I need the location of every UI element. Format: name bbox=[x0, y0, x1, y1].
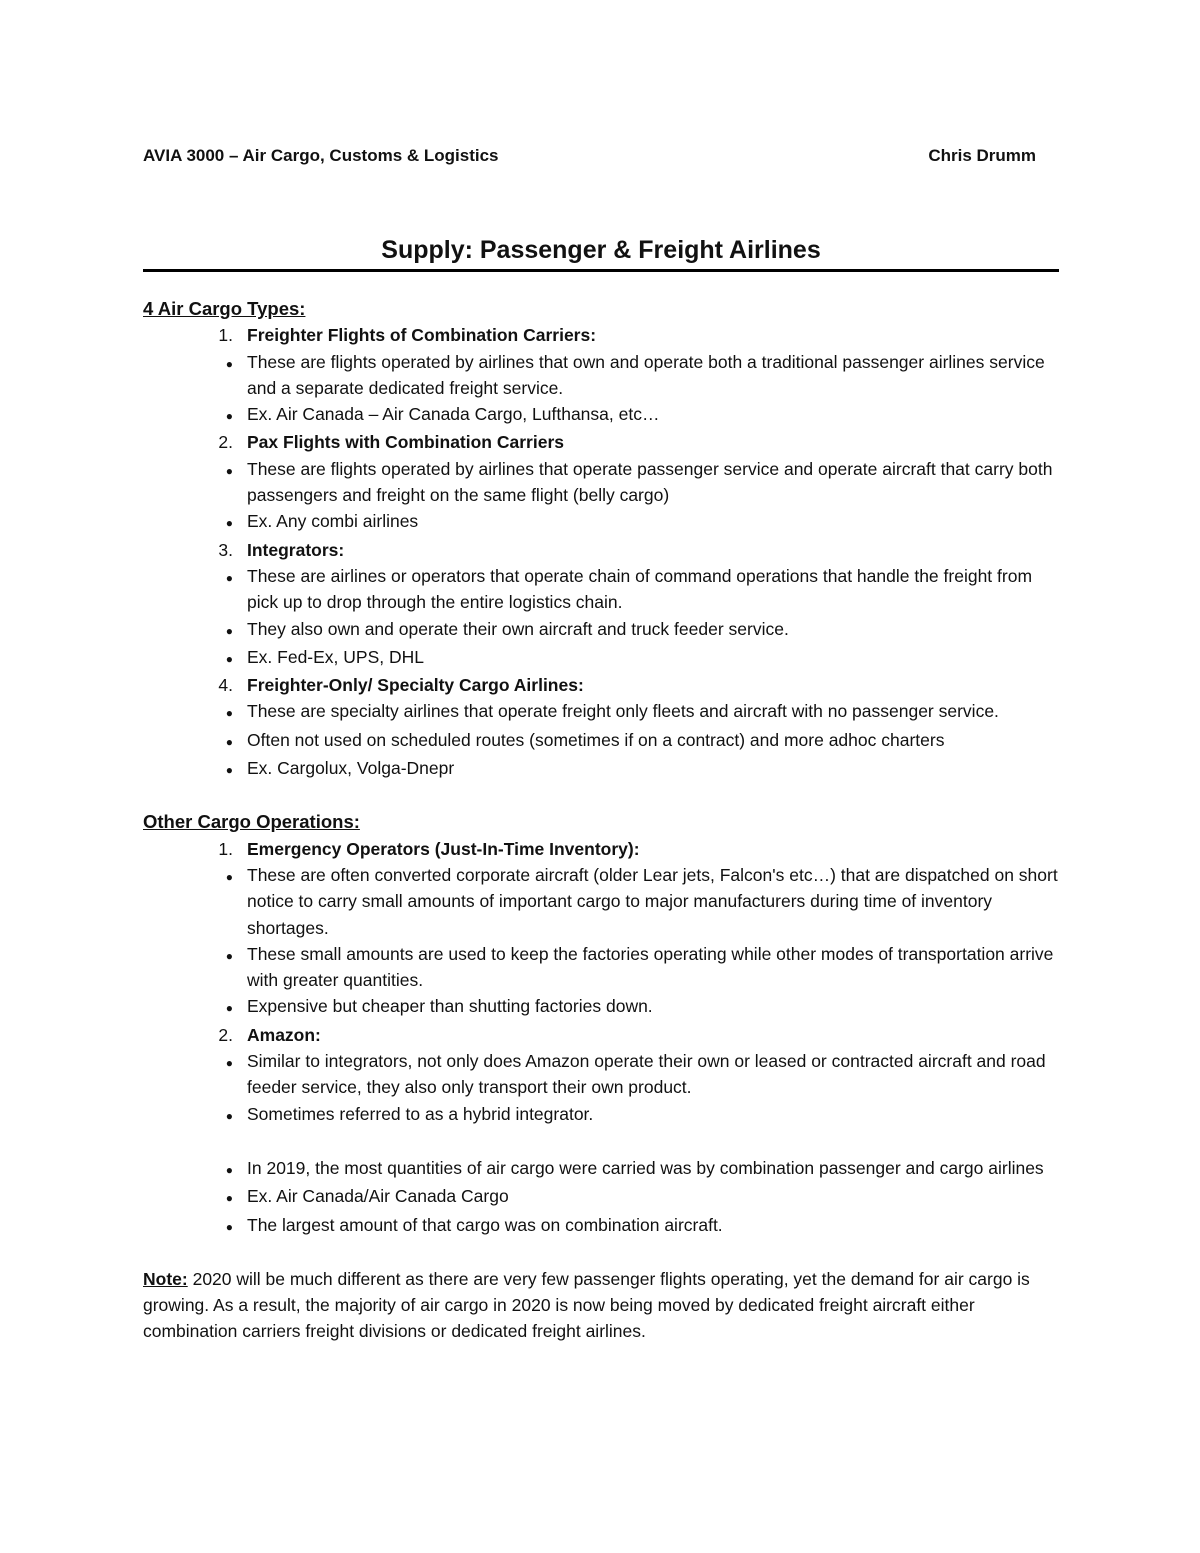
numbered-item bbox=[143, 537, 1059, 563]
bullet-item bbox=[143, 1183, 1059, 1211]
bullet-item bbox=[143, 993, 1059, 1021]
numbered-item bbox=[143, 836, 1059, 862]
bullet-text: These are often converted corporate aircraft (older Lear jets, Falcon's etc…) that are dispatched on short notice to carry small amounts of important cargo to major manufacturers during time of inventory shortages. bbox=[247, 864, 1058, 938]
bullet-item bbox=[143, 1101, 1059, 1129]
bullet-item bbox=[143, 1048, 1059, 1101]
bullet-item bbox=[143, 727, 1059, 755]
numbered-item bbox=[143, 429, 1059, 455]
author-name: Chris Drumm bbox=[928, 146, 1036, 165]
numbered-item bbox=[143, 322, 1059, 348]
item-label: Freighter-Only/ Specialty Cargo Airlines: bbox=[247, 675, 584, 696]
bullet-dot-icon: ● bbox=[225, 763, 233, 778]
bullet-marker bbox=[143, 644, 247, 672]
bullet-marker bbox=[143, 941, 247, 994]
bullet-dot-icon: ● bbox=[225, 1162, 233, 1177]
item-number: 4. bbox=[218, 675, 233, 696]
bullet-item bbox=[143, 508, 1059, 536]
page-header bbox=[143, 146, 1036, 166]
item-label: Pax Flights with Combination Carriers bbox=[247, 432, 564, 453]
bullet-item bbox=[143, 755, 1059, 783]
bullet-dot-icon: ● bbox=[225, 356, 233, 371]
section-spacer bbox=[143, 783, 1059, 809]
bullet-dot-icon: ● bbox=[225, 409, 233, 424]
bullet-marker bbox=[143, 1101, 247, 1129]
bullet-dot-icon: ● bbox=[225, 1191, 233, 1206]
bullet-marker bbox=[143, 401, 247, 429]
bullet-item bbox=[143, 616, 1059, 644]
bullet-item bbox=[143, 456, 1059, 509]
bullet-marker bbox=[143, 456, 247, 509]
bullet-text: These are specialty airlines that operate freight only fleets and aircraft with no passenger service. bbox=[247, 701, 999, 722]
course-title: AVIA 3000 – Air Cargo, Customs & Logistics bbox=[143, 146, 499, 165]
bullet-marker bbox=[143, 563, 247, 616]
section-heading: Other Cargo Operations: bbox=[143, 811, 360, 833]
bullet-marker bbox=[143, 1183, 247, 1211]
bullet-text: Similar to integrators, not only does Amazon operate their own or leased or contracted aircraft and road feeder service, they also only transport their own product. bbox=[247, 1051, 1046, 1098]
bullet-marker bbox=[143, 616, 247, 644]
bullet-text: In 2019, the most quantities of air cargo were carried was by combination passenger and cargo airlines bbox=[247, 1157, 1044, 1178]
bullet-text: The largest amount of that cargo was on combination aircraft. bbox=[247, 1214, 723, 1235]
bullet-text: They also own and operate their own aircraft and truck feeder service. bbox=[247, 618, 789, 639]
item-label: Amazon: bbox=[247, 1024, 321, 1045]
bullet-marker bbox=[143, 349, 247, 402]
list-spacer bbox=[143, 1129, 1059, 1155]
item-number: 1. bbox=[218, 325, 233, 346]
bullet-text: Ex. Any combi airlines bbox=[247, 511, 419, 532]
bullet-dot-icon: ● bbox=[225, 948, 233, 963]
document-title: Supply: Passenger & Freight Airlines bbox=[381, 236, 821, 264]
bullet-dot-icon: ● bbox=[225, 734, 233, 749]
bullet-item bbox=[143, 941, 1059, 994]
document-body bbox=[143, 296, 1059, 1345]
bullet-item bbox=[143, 644, 1059, 672]
bullet-marker bbox=[143, 508, 247, 536]
note-text: 2020 will be much different as there are very few passenger flights operating, yet the demand for air cargo is growing. As a result, the majority of air cargo in 2020 is now being moved by dedicated freight aircraft either combination carriers freight divisions or dedicated freight airlines. bbox=[143, 1268, 1030, 1342]
note-spacer bbox=[143, 1240, 1059, 1266]
bullet-marker bbox=[143, 1212, 247, 1240]
bullet-item bbox=[143, 862, 1059, 941]
bullet-dot-icon: ● bbox=[225, 623, 233, 638]
bullet-dot-icon: ● bbox=[225, 1219, 233, 1234]
bullet-text: Sometimes referred to as a hybrid integrator. bbox=[247, 1103, 594, 1124]
bullet-marker bbox=[143, 1048, 247, 1101]
bullet-item bbox=[143, 698, 1059, 726]
bullet-text: These are flights operated by airlines that operate passenger service and operate aircraft that carry both passengers and freight on the same flight (belly cargo) bbox=[247, 458, 1053, 506]
bullet-dot-icon: ● bbox=[225, 869, 233, 884]
bullet-dot-icon: ● bbox=[225, 1108, 233, 1123]
bullet-text: Ex. Air Canada/Air Canada Cargo bbox=[247, 1186, 509, 1207]
bullet-text: These are airlines or operators that operate chain of command operations that handle the freight from pick up to drop through the entire logistics chain. bbox=[247, 565, 1033, 613]
bullet-dot-icon: ● bbox=[225, 463, 233, 478]
numbered-item bbox=[143, 1022, 1059, 1048]
note-label: Note: bbox=[143, 1268, 188, 1289]
bullet-text: These are flights operated by airlines that own and operate both a traditional passenger airlines service and a separate dedicated freight service. bbox=[247, 351, 1045, 398]
title-underline-rule bbox=[143, 269, 1059, 272]
bullet-item bbox=[143, 1212, 1059, 1240]
bullet-marker bbox=[143, 755, 247, 783]
bullet-dot-icon: ● bbox=[225, 516, 233, 531]
bullet-item bbox=[143, 1155, 1059, 1183]
bullet-item bbox=[143, 401, 1059, 429]
item-number: 2. bbox=[218, 432, 233, 453]
bullet-text: Ex. Fed-Ex, UPS, DHL bbox=[247, 646, 424, 667]
numbered-item bbox=[143, 672, 1059, 698]
bullet-marker bbox=[143, 862, 247, 941]
bullet-marker bbox=[143, 727, 247, 755]
bullet-marker bbox=[143, 1155, 247, 1183]
bullet-item bbox=[143, 349, 1059, 402]
bullet-text: Ex. Air Canada – Air Canada Cargo, Lufthansa, etc… bbox=[247, 404, 660, 425]
item-number: 2. bbox=[218, 1024, 233, 1045]
item-label: Emergency Operators (Just-In-Time Inventory): bbox=[247, 838, 640, 859]
item-label: Freighter Flights of Combination Carriers: bbox=[247, 325, 597, 346]
item-number: 3. bbox=[218, 539, 233, 560]
bullet-dot-icon: ● bbox=[225, 1001, 233, 1016]
bullet-marker bbox=[143, 698, 247, 726]
bullet-text: These small amounts are used to keep the factories operating while other modes of transportation arrive with greater quantities. bbox=[247, 943, 1054, 991]
item-label: Integrators: bbox=[247, 539, 345, 560]
bullet-text: Expensive but cheaper than shutting factories down. bbox=[247, 996, 653, 1017]
bullet-dot-icon: ● bbox=[225, 570, 233, 585]
bullet-item bbox=[143, 563, 1059, 616]
bullet-marker bbox=[143, 993, 247, 1021]
section-heading: 4 Air Cargo Types: bbox=[143, 298, 306, 319]
bullet-dot-icon: ● bbox=[225, 1056, 233, 1071]
item-number: 1. bbox=[218, 838, 233, 859]
bullet-dot-icon: ● bbox=[225, 651, 233, 666]
bullet-dot-icon: ● bbox=[225, 706, 233, 721]
bullet-text: Often not used on scheduled routes (sometimes if on a contract) and more adhoc charters bbox=[247, 729, 945, 750]
bullet-text: Ex. Cargolux, Volga-Dnepr bbox=[247, 758, 455, 779]
note-paragraph bbox=[143, 1266, 1059, 1345]
